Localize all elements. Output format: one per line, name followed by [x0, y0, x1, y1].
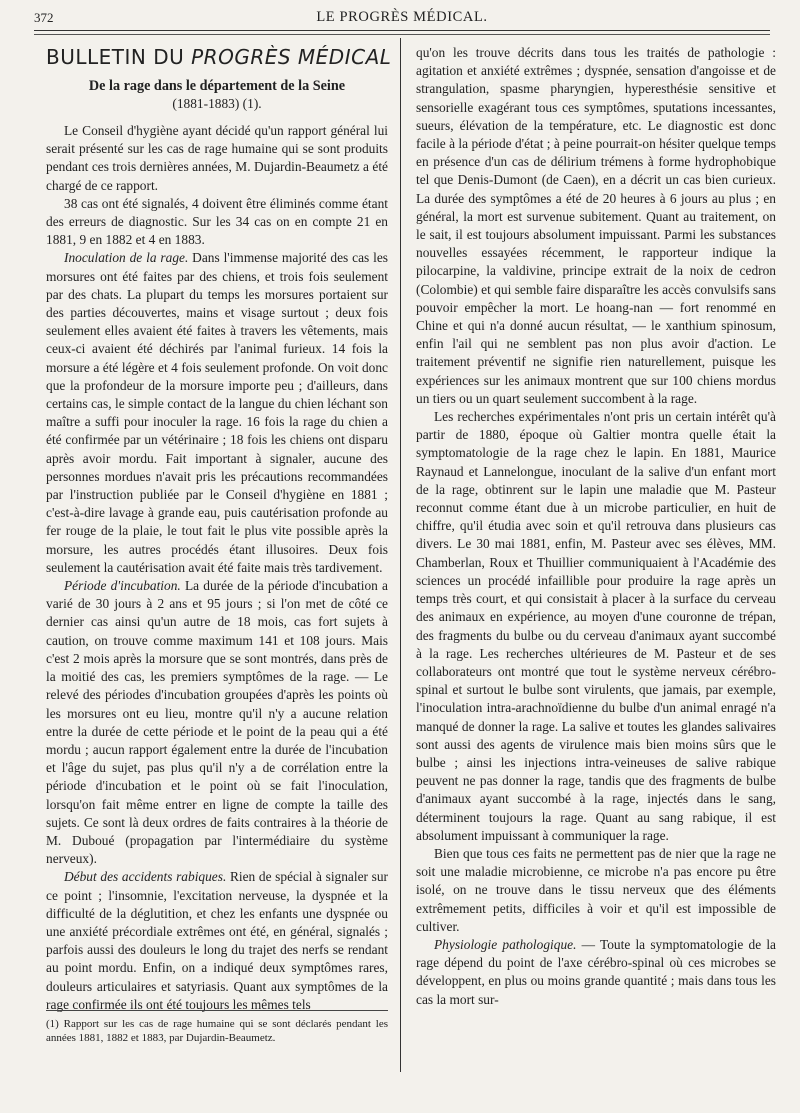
column-divider	[400, 38, 401, 1072]
section-lead: Inoculation de la rage.	[64, 250, 189, 266]
paragraph: Le Conseil d'hygiène ayant décidé qu'un rapport général lui serait présenté sur les cas de rage humaine qui se sont produits pendant ces trois dernières années, M. Dujardin-Beaumetz a été chargé de ce rapport.	[46, 123, 388, 193]
bulletin-journal: PROGRÈS MÉDICAL	[191, 45, 392, 69]
section-lead: Période d'incubation.	[64, 578, 181, 594]
paragraph-text: Dans l'immense majorité des cas les morsures ont été faites par des chiens, et trois fois seulement par des chats. La plupart du temps les morsures portaient sur des parties découvertes, mains et visage surtout ; deux fois seulement elles avaient été faites à travers les vêtements, mais ceux-ci avaient été déchirés par l'animal furieux. 14 fois la morsure a été légère et 4 fois seulement profonde. On voit donc que la profondeur de la morsure importe peu ; d'ailleurs, dans certains cas, le simple contact de la langue du chien léchant son maître a suffi pour inoculer la rage. 16 fois la rage du chien a été confirmée par un vétérinaire ; 18 fois les chiens ont disparu après avoir mordu. Fait important à signaler, aucune des personnes mordues n'avait pris les précautions recommandées par l'instruction publiée par le Conseil d'hygiène en 1881 ; c'est-à-dire lavage à grande eau, puis cautérisation profonde au fer rouge de la plaie, le tout fait le plus vite possible après la morsure, les autres procédés étant illusoires. Deux fois seulement la cautérisation avait été faite mais très tardivement.	[46, 250, 388, 575]
footnote-text: (1) Rapport sur les cas de rage humaine qui se sont déclarés pendant les années 1881, 1882 et 1883, par Dujardin-Beaumetz.	[46, 1018, 388, 1044]
paragraph	[46, 577, 388, 868]
paragraph-continued: qu'on les trouve décrits dans tous les traités de pathologie : agitation et anxiété extrêmes ; dyspnée, sensation d'angoisse et de strangulation, spasme pharyngien, hyperesthésie sensitive et sensorielle exagérant tous ces symptômes, sputations incessantes, sueurs, élévation de la température, etc. Le diagnostic est donc facile à la période d'état ; à peine pourrait-on hésiter quelque temps en présence d'un cas de délirium trémens à forme hydrophobique tel que Denis-Dumont (de Caen), en a décrit un cas bien curieux. La durée des symptômes a été de 20 heures à 6 jours au plus ; en général, la mort est survenue subitement. Quant au traitement, on le sait, il est toujours absolument impuissant. Parmi les substances nouvelles essayées récemment, le rapporteur indique la pilocarpine, la valdivine, principe extrait de la noix de cedron (Colombie) et qui semble faire disparaître les accès convulsifs sans pouvoir empêcher la mort. Le hoang-nan — fort renommé en Chine et qui n'a donné aucun résultat, — le xanthium spinosum, enfin l'ail qui ne semblent pas non plus avoir d'action. Le traitement préventif ne signifie rien naturellement, puisque les expériences sur les animaux montrent que sur 100 chiens mordus un tiers ou un quart seulement succombent à la rage.	[416, 45, 776, 406]
right-column	[416, 44, 776, 1009]
paragraph-text: — Toute la symptomatologie de la rage dépend du point de l'axe cérébro-spinal où ces microbes se développent, en plus ou moins grande quantité ; mais dans tous les cas la mort sur-	[416, 936, 776, 1007]
header-rule	[34, 30, 770, 31]
bulletin-prefix: BULLETIN DU	[46, 45, 185, 69]
running-title: LE PROGRÈS MÉDICAL.	[316, 9, 488, 25]
paragraph	[46, 868, 388, 1014]
section-lead: Début des accidents rabiques.	[64, 869, 227, 885]
left-column	[46, 44, 392, 1014]
paragraph-text: Rien de spécial à signaler sur ce point ; l'insomnie, l'excitation nerveuse, la dyspnée et la difficulté de la déglutition, et chez les enfants une dyspnée ou une anxiété précordiale extrêmes ont été, en général, signalés ; parfois aussi des douleurs le long du trajet des nerfs se rendant au point mordu. Enfin, on a indiqué deux symptômes rares, douleurs articulaires et satyriasis. Quant aux symptômes de la rage confirmée ils ont été toujours les mêmes tels	[46, 869, 389, 1012]
paragraph-text: La durée de la période d'incubation a varié de 30 jours à 2 ans et 95 jours ; si l'on met de côté ce dernier cas ainsi qu'un autre de 18 mois, cas fort sujets à caution, on trouve comme maximum 141 et 108 jours. Mais c'est 2 mois après la morsure que se sont montrés, dans près de la moitié des cas, les premiers symptômes de la rage. — Le relevé des périodes d'incubation groupées d'après les points où les morsures ont eu lieu, montre qu'il n'y a aucune relation entre la durée de cette période et le point de la peau qui a été mordu ; aucun rapport également entre la durée de l'incubation et l'âge du sujet, pas plus qu'il n'y a de corrélation entre la période d'incubation et le point où se fait l'inoculation, lorsqu'on fait même entrer en ligne de compte la taille des sujets. Ce sont là deux ordres de faits contraires à la théorie de M. Duboué (propagation par l'intermédiaire du système nerveux).	[46, 578, 388, 867]
page-number: 372	[34, 10, 54, 25]
paragraph	[416, 936, 776, 1009]
paragraph	[46, 249, 388, 577]
article-title: De la rage dans le département de la Seine	[88, 78, 346, 94]
section-lead: Physiologie pathologique.	[434, 936, 577, 952]
paragraph: Bien que tous ces faits ne permettent pas de nier que la rage ne soit une maladie microbienne, ce microbe n'a pas encore pu être isolé, on ne trouve dans le tissu nerveux que des éléments extrêmement petits, difficiles à voir et qu'il est impossible de cultiver.	[416, 845, 776, 934]
bulletin-heading	[46, 45, 392, 69]
footnote	[46, 1017, 388, 1045]
header-rule-thin	[34, 34, 770, 35]
paragraph: Les recherches expérimentales n'ont pris un certain intérêt qu'à partir de 1880, époque où Galtier montra quelle était la symptomatologie de la rage chez le lapin. En 1881, Maurice Raynaud et Lannelongue, inoculant de la salive d'un enfant mort de la rage, obtinrent sur le lapin une maladie que M. Pasteur reconnut comme étant due à un microbe particulier, en huit de chiffre, qu'il étudia avec soin et qu'il retrouva dans plusieurs cas divers. Le 30 mai 1881, enfin, M. Pasteur avec ses élèves, MM. Chamberlan, Roux et Thuillier communiquaient à l'Académie des sciences un procédé infaillible pour produire la rage après un temps très court, et qui consistait à placer à la surface du cerveau des animaux en expérience, au moyen d'une couronne de trépan, des fragments du bulbe ou du cerveau d'animaux ayant succombé à la rage. Les recherches ultérieures de M. Pasteur et de ses collaborateurs ont montré que tout le système nerveux cérébro-spinal et surtout le bulbe sont virulents, que jamais, par exemple, l'inoculation intra-arachnoïdienne du bulbe d'un animal enragé n'a manqué de donner la rage. La salive et toutes les glandes salivaires sont aussi des agents de virulence mais bien moins sûrs que le bulbe ; ainsi les injections intra-veineuses de salive rabique peuvent ne pas donner la rage, tandis que des fragments de bulbe d'animaux ayant succombé à la rage, injectés dans le sang, déterminent toujours la rage. Quant au sang rabique, il est absolument impuissant à communiquer la rage.	[416, 409, 776, 843]
footnote-rule	[46, 1010, 388, 1011]
article-dates: (1881-1883) (1).	[172, 96, 262, 111]
paragraph: 38 cas ont été signalés, 4 doivent être éliminés comme étant des erreurs de diagnostic. Sur les 34 cas on en compte 21 en 1881, 9 en 1882 et 4 en 1883.	[46, 195, 388, 248]
running-header	[34, 8, 770, 30]
